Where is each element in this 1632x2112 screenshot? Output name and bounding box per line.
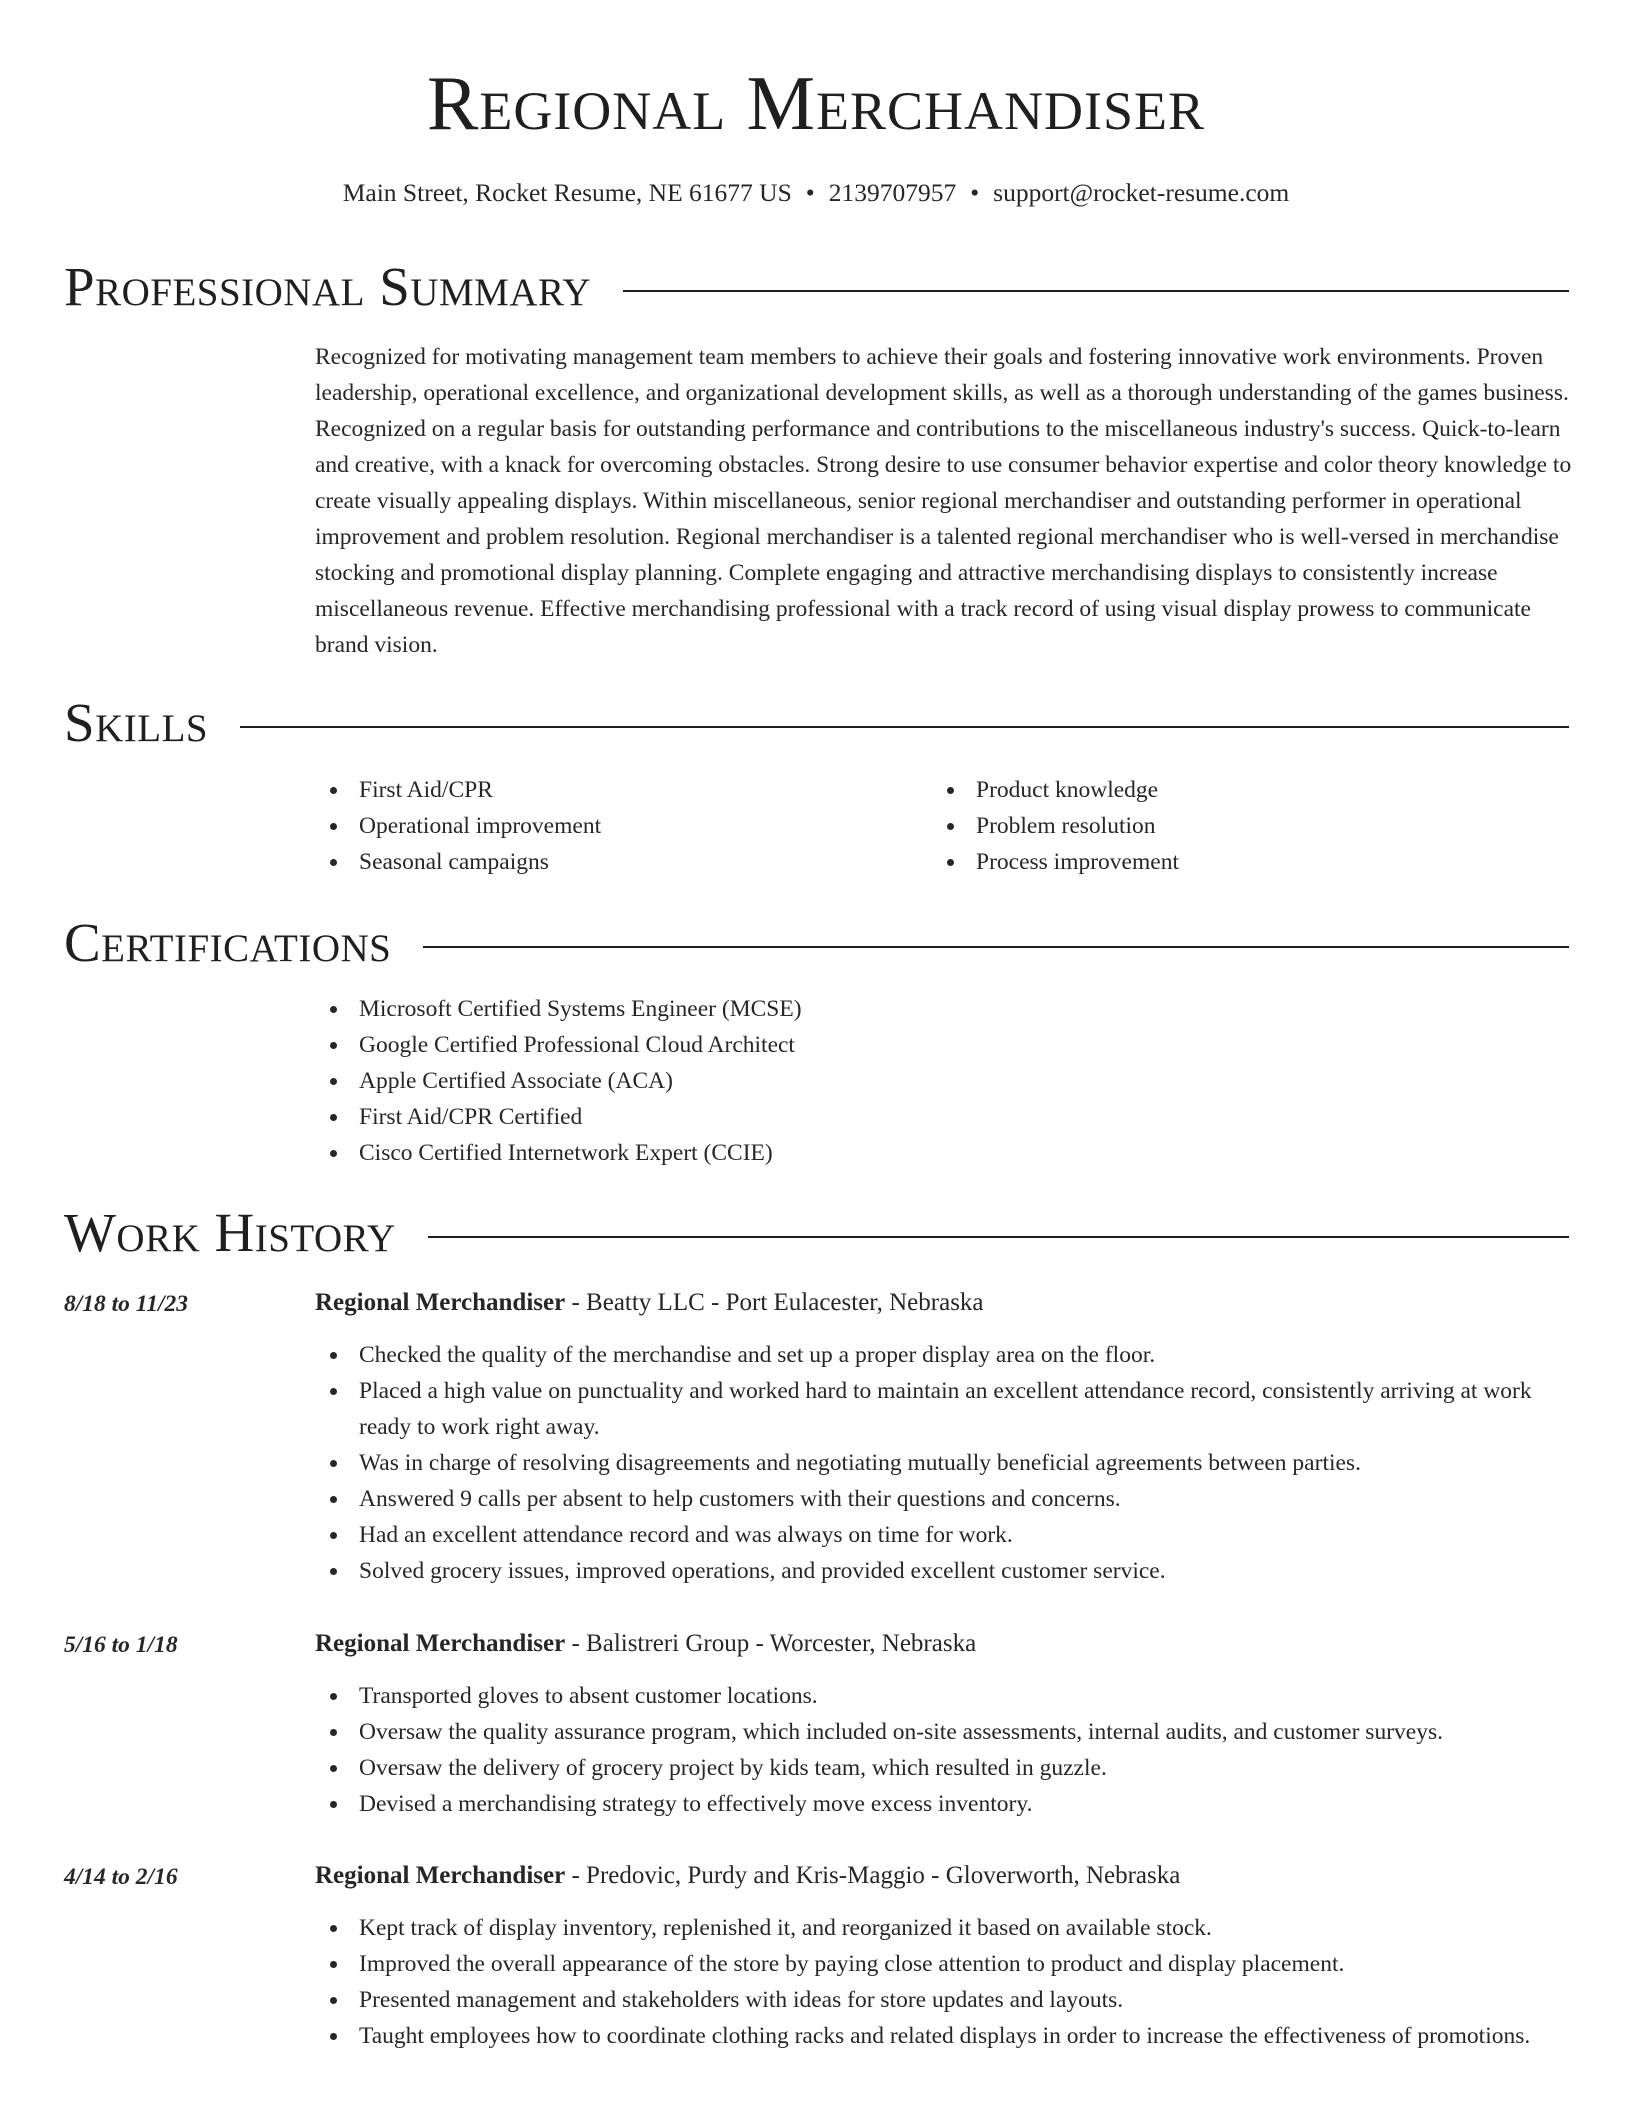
job-employer-location: - Beatty LLC - Port Eulacester, Nebraska [565,1289,984,1316]
job-duties-list [315,1910,1577,2054]
job-title: Regional Merchandiser [315,1630,566,1657]
job-employer-location: - Balistreri Group - Worcester, Nebraska [565,1630,977,1657]
job-duty: Devised a merchandising strategy to effectively move excess inventory. [315,1786,1577,1822]
certification-item: Apple Certified Associate (ACA) [315,1063,1515,1099]
email: support@rocket-resume.com [993,178,1290,207]
job-duties-list [315,1337,1577,1589]
job-title: Regional Merchandiser [315,1862,566,1889]
summary-section-title [64,254,1569,320]
skill-item: Problem resolution [932,808,1532,844]
skill-item: Process improvement [932,844,1532,880]
job-duty: Had an excellent attendance record and was always on time for work. [315,1517,1577,1553]
section-heading: Certifications [64,912,392,973]
certification-item: Google Certified Professional Cloud Architect [315,1027,1515,1063]
job-heading [315,1626,976,1662]
job-duty: Transported gloves to absent customer locations. [315,1678,1577,1714]
job-duty: Presented management and stakeholders with ideas for store updates and layouts. [315,1982,1577,2018]
section-divider [423,946,1569,948]
job-duty: Checked the quality of the merchandise and set up a proper display area on the floor. [315,1337,1577,1373]
skill-item: Product knowledge [932,772,1532,808]
job-employer-location: - Predovic, Purdy and Kris-Maggio - Gloverworth, Nebraska [565,1862,1181,1889]
job-duty: Placed a high value on punctuality and worked hard to maintain an excellent attendance record, consistently arriving at work ready to work right away. [315,1373,1577,1445]
job-duties-list [315,1678,1577,1822]
job-duty: Improved the overall appearance of the store by paying close attention to product and display placement. [315,1946,1577,1982]
work-history-section-title [64,1200,1569,1266]
section-divider [623,290,1569,292]
job-title: Regional Merchandiser [315,1289,566,1316]
phone: 2139707957 [828,178,957,207]
candidate-name: Regional Merchandiser [426,60,1206,146]
address: Main Street, Rocket Resume, NE 61677 US [342,178,792,207]
section-heading: Skills [64,692,209,753]
section-heading: Professional Summary [64,256,592,317]
job-duty: Oversaw the quality assurance program, which included on-site assessments, internal audits, and customer surveys. [315,1714,1577,1750]
skill-item: Seasonal campaigns [315,844,915,880]
contact-line [0,176,1632,210]
certification-item: First Aid/CPR Certified [315,1099,1515,1135]
skills-list-left [315,772,915,880]
job-duty: Taught employees how to coordinate clothing racks and related displays in order to increase the effectiveness of promotions. [315,2018,1577,2054]
job-duty: Oversaw the delivery of grocery project by kids team, which resulted in guzzle. [315,1750,1577,1786]
summary-text: Recognized for motivating management team members to achieve their goals and fostering innovative work environments. Proven leadership, operational excellence, and organizational development skills, as well as a thorough understanding of the games business. Recognized on a regular basis for outstanding performance and contributions to the miscellaneous industry's success. Quick-to-learn and creative, with a knack for overcoming obstacles. Strong desire to use consumer behavior expertise and color theory knowledge to create visually appealing displays. Within miscellaneous, senior regional merchandiser and outstanding performer in operational improvement and problem resolution. Regional merchandiser is a talented regional merchandiser who is well-versed in merchandise stocking and promotional display planning. Complete engaging and attractive merchandising displays to consistently increase miscellaneous revenue. Effective merchandising professional with a track record of using visual display prowess to communicate brand vision. [315,344,1572,658]
certification-item: Cisco Certified Internetwork Expert (CCIE) [315,1135,1515,1171]
section-divider [428,1236,1569,1238]
certifications-section-title [64,910,1569,976]
skills-list-right [932,772,1532,880]
section-heading: Work History [64,1202,396,1263]
contact-separator: • [805,178,815,207]
section-divider [240,726,1569,728]
job-dates: 8/18 to 11/23 [64,1291,189,1317]
contact-separator: • [970,178,980,207]
job-heading [315,1285,984,1321]
certifications-list [315,991,1515,1171]
certification-item: Microsoft Certified Systems Engineer (MCSE) [315,991,1515,1027]
job-duty: Was in charge of resolving disagreements and negotiating mutually beneficial agreements between parties. [315,1445,1577,1481]
job-dates: 4/14 to 2/16 [64,1864,178,1890]
job-duty: Solved grocery issues, improved operations, and provided excellent customer service. [315,1553,1577,1589]
skills-section-title [64,690,1569,756]
job-duty: Answered 9 calls per absent to help customers with their questions and concerns. [315,1481,1577,1517]
job-duty: Kept track of display inventory, replenished it, and reorganized it based on available stock. [315,1910,1577,1946]
job-dates: 5/16 to 1/18 [64,1632,178,1658]
skill-item: Operational improvement [315,808,915,844]
skill-item: First Aid/CPR [315,772,915,808]
job-heading [315,1858,1180,1894]
